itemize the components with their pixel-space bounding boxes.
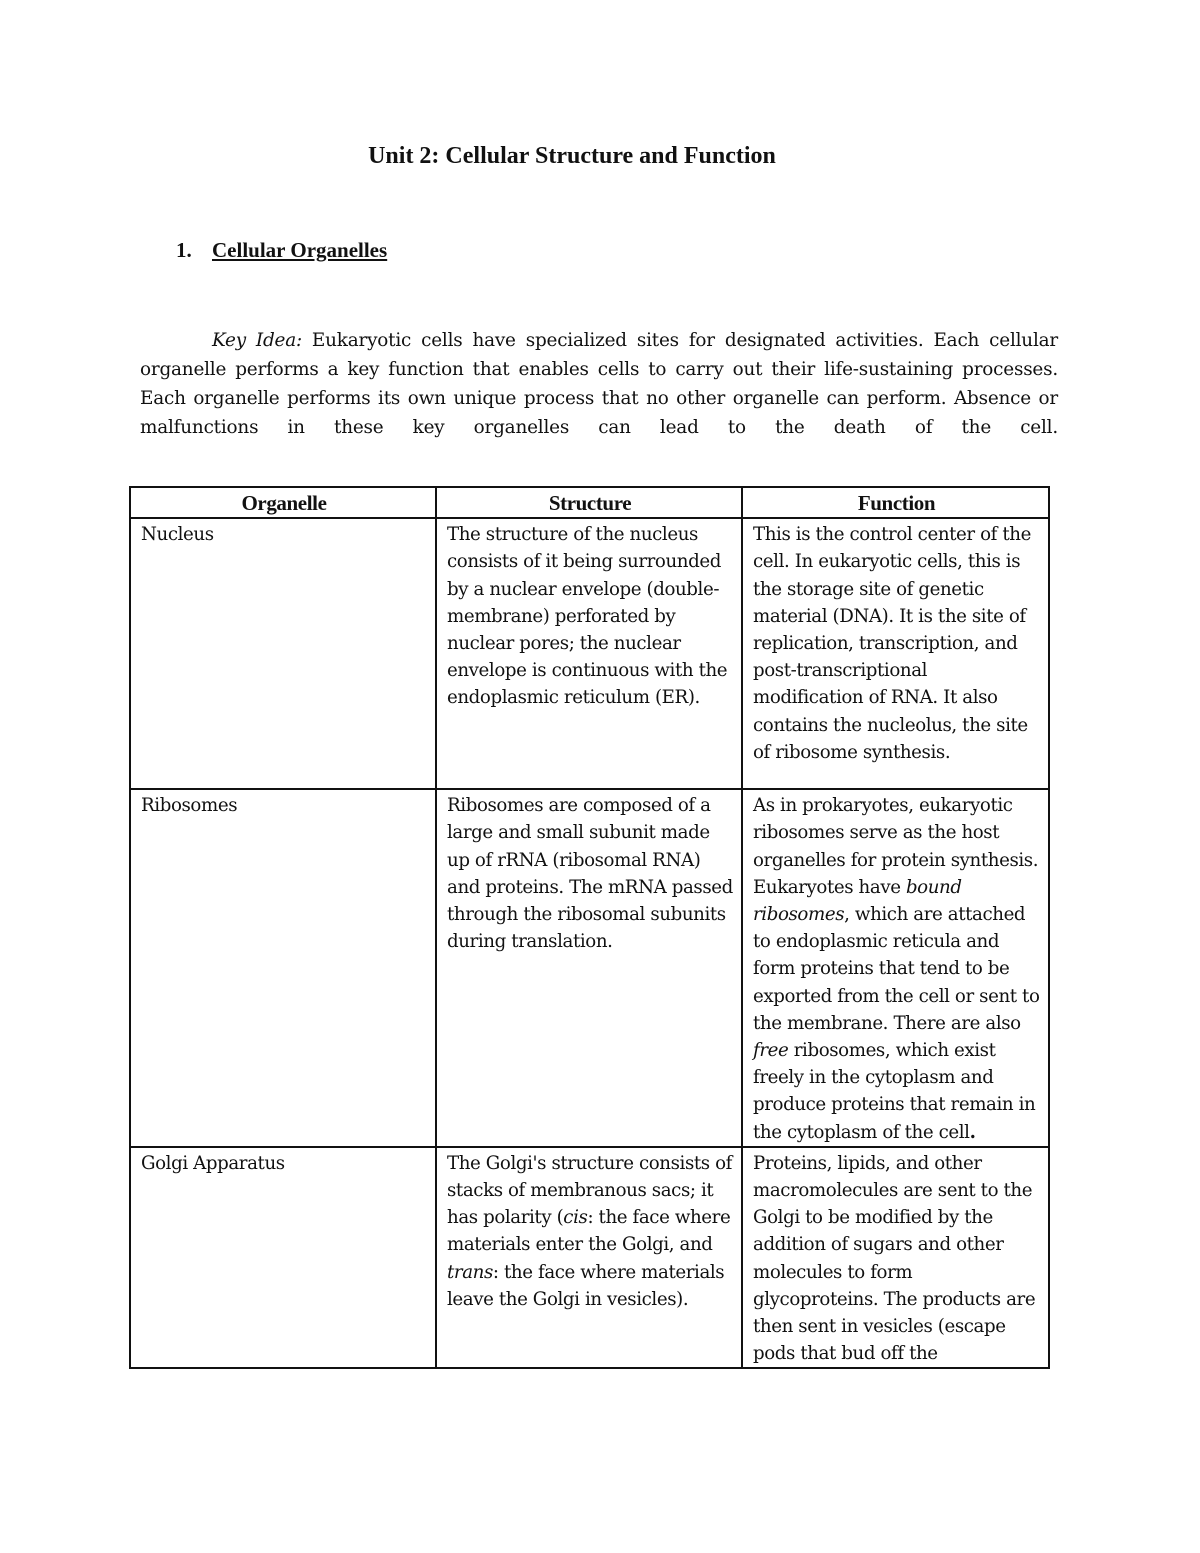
function-text: ribosomes, which exist freely in the cytoplasm and produce proteins that remain in the cytoplasm of the cell xyxy=(753,1040,1036,1143)
structure-emphasis: cis xyxy=(563,1207,588,1229)
cell-function-golgi: Proteins, lipids, and other macromolecules are sent to the Golgi to be modified by the addition of sugars and other molecules to form glycoproteins. The products are then sent in vesicles (escape pods that bud off the xyxy=(742,1147,1049,1369)
cell-organelle-nucleus: Nucleus xyxy=(130,518,436,789)
structure-emphasis: trans xyxy=(447,1261,493,1283)
table-row xyxy=(130,1147,1049,1369)
cell-structure-nucleus: The structure of the nucleus consists of it being surrounded by a nuclear envelope (double-membrane) perforated by nuclear pores; the nuclear envelope is continuous with the endoplasmic reticulum (ER). xyxy=(436,518,742,789)
table-header-row xyxy=(130,487,1049,518)
key-idea-paragraph xyxy=(140,326,1058,442)
structure-text: : the face where materials leave the Golgi in vesicles). xyxy=(447,1261,725,1310)
function-emphasis: bound ribosomes xyxy=(753,876,962,926)
function-period: . xyxy=(969,1121,976,1143)
key-idea-text: Eukaryotic cells have specialized sites for designated activities. Each cellular organelle performs a key function that enables cells to carry out their life-sustaining processes. Each organelle performs its own unique process that no other organelle can perform. Absence or malfunctions in these key organelles can lead to the death of the cell. xyxy=(140,330,1058,438)
section-number: 1. xyxy=(176,238,192,262)
key-idea-label: Key Idea: xyxy=(212,330,302,351)
header-organelle: Organelle xyxy=(130,487,436,518)
structure-text: The Golgi's structure consists of stacks of membranous sacs; it has polarity ( xyxy=(447,1152,732,1229)
table-row xyxy=(130,789,1049,1147)
section-heading xyxy=(176,238,387,263)
function-emphasis: free xyxy=(753,1040,789,1062)
structure-text: : the face where materials enter the Golgi, and xyxy=(447,1207,731,1256)
organelle-table xyxy=(129,486,1050,1369)
cell-structure-golgi xyxy=(436,1147,742,1369)
function-text: , which are attached to endoplasmic reticula and form proteins that tend to be exported from the cell or sent to the membrane. There are also xyxy=(753,904,1040,1034)
cell-organelle-golgi: Golgi Apparatus xyxy=(130,1147,436,1369)
cell-function-ribosomes xyxy=(742,789,1049,1147)
cell-function-nucleus: This is the control center of the cell. In eukaryotic cells, this is the storage site of genetic material (DNA). It is the site of replication, transcription, and post-transcriptional modification of RNA. It also contains the nucleolus, the site of ribosome synthesis. xyxy=(742,518,1049,789)
table-row xyxy=(130,518,1049,789)
cell-structure-ribosomes: Ribosomes are composed of a large and small subunit made up of rRNA (ribosomal RNA) and proteins. The mRNA passed through the ribosomal subunits during translation. xyxy=(436,789,742,1147)
cell-organelle-ribosomes: Ribosomes xyxy=(130,789,436,1147)
header-structure: Structure xyxy=(436,487,742,518)
section-title: Cellular Organelles xyxy=(212,238,388,262)
header-function: Function xyxy=(742,487,1049,518)
page-title: Unit 2: Cellular Structure and Function xyxy=(368,143,776,169)
function-text: As in prokaryotes, eukaryotic ribosomes serve as the host organelles for protein synthesis. Eukaryotes have xyxy=(753,795,1039,898)
